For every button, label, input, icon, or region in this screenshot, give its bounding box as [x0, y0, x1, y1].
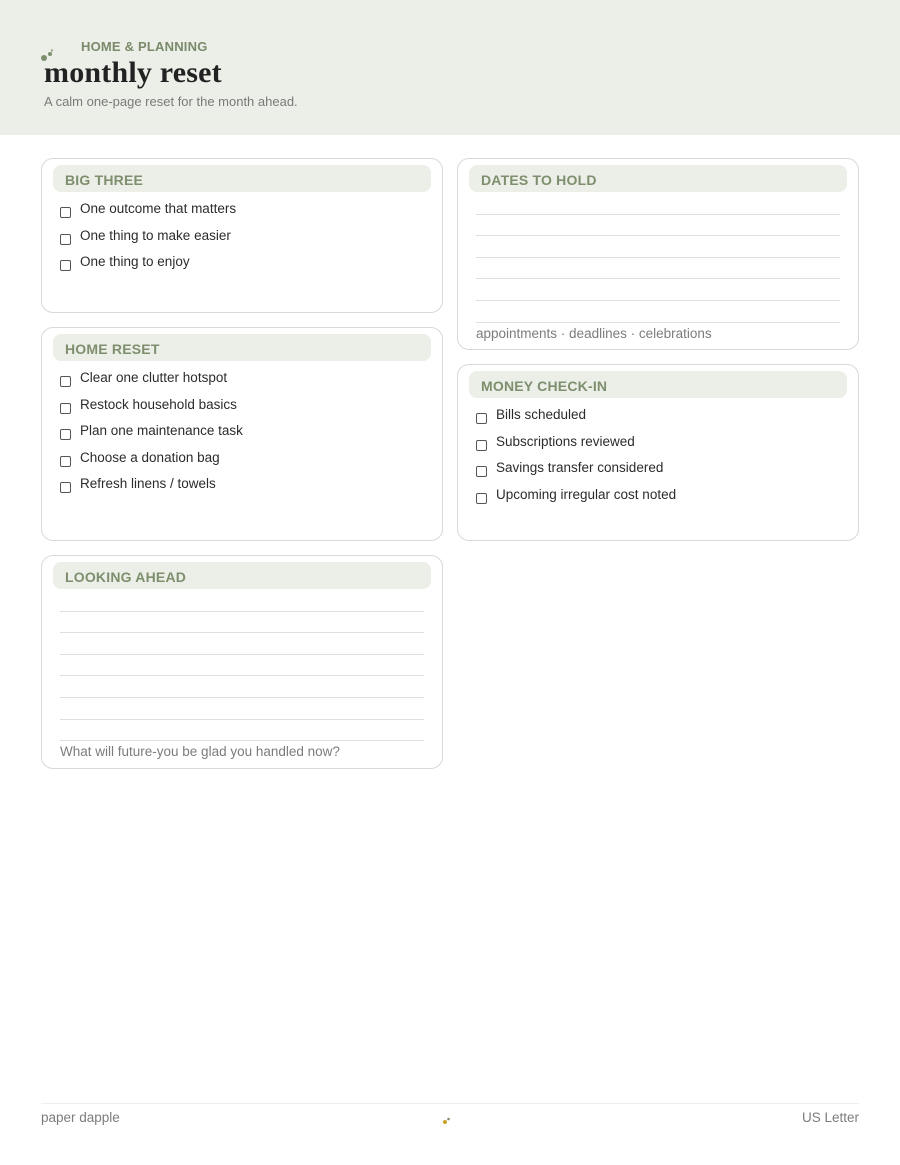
- page-header: [0, 0, 900, 135]
- checklist-item-label: Bills scheduled: [496, 407, 587, 422]
- footer-paper-size: US Letter: [801, 1110, 859, 1125]
- page-title: monthly reset: [44, 56, 222, 89]
- sprout-icon: [442, 1116, 451, 1125]
- card-heading-bar: [469, 165, 847, 192]
- footer-divider: [41, 1103, 859, 1104]
- checklist-item-label: Restock household basics: [80, 396, 237, 412]
- home-reset-card: [41, 327, 443, 541]
- checkbox[interactable]: [476, 440, 487, 451]
- money-check-in-card: [457, 364, 859, 541]
- card-heading: BIG THREE: [65, 172, 144, 188]
- checklist-item-label: Savings transfer considered: [496, 460, 664, 476]
- checkbox[interactable]: [60, 403, 71, 414]
- checklist-item-label: Refresh linens / towels: [80, 476, 216, 492]
- card-heading: LOOKING AHEAD: [65, 569, 187, 585]
- card-heading: HOME RESET: [65, 341, 160, 357]
- section-eyebrow: HOME & PLANNING: [81, 39, 208, 54]
- card-heading-bar: [53, 334, 431, 361]
- checkbox[interactable]: [60, 207, 71, 218]
- writing-lines[interactable]: [476, 193, 840, 323]
- card-heading: MONEY CHECK-IN: [481, 378, 608, 394]
- footer-brand: paper dapple: [41, 1110, 120, 1125]
- checkbox[interactable]: [60, 456, 71, 467]
- checkbox[interactable]: [476, 493, 487, 504]
- checklist-item-label: Upcoming irregular cost noted: [496, 486, 677, 502]
- checkbox[interactable]: [60, 234, 71, 245]
- checkbox[interactable]: [60, 376, 71, 387]
- big-three-card: [41, 158, 443, 313]
- checklist-item-label: Plan one maintenance task: [80, 423, 243, 439]
- card-heading-bar: [469, 371, 847, 398]
- checklist-item-label: One outcome that matters: [80, 201, 237, 216]
- checklist-item-label: One thing to enjoy: [80, 254, 190, 270]
- card-heading-bar: [53, 562, 431, 589]
- checkbox[interactable]: [476, 466, 487, 477]
- looking-ahead-card: [41, 555, 443, 769]
- writing-lines[interactable]: [60, 590, 424, 741]
- checklist-item-label: One thing to make easier: [80, 227, 231, 243]
- checklist-item-label: Subscriptions reviewed: [496, 433, 635, 449]
- card-prompt-note: appointments · deadlines · celebrations: [476, 326, 712, 341]
- page-subtitle: A calm one-page reset for the month ahead.: [44, 94, 298, 109]
- card-heading: DATES TO HOLD: [481, 172, 597, 188]
- checklist-item-label: Clear one clutter hotspot: [80, 370, 228, 385]
- checkbox[interactable]: [60, 260, 71, 271]
- card-heading-bar: [53, 165, 431, 192]
- card-prompt-note: What will future-you be glad you handled now?: [60, 744, 340, 759]
- checkbox[interactable]: [60, 429, 71, 440]
- checkbox[interactable]: [60, 482, 71, 493]
- dates-to-hold-card: [457, 158, 859, 350]
- checkbox[interactable]: [476, 413, 487, 424]
- checklist-item-label: Choose a donation bag: [80, 449, 220, 465]
